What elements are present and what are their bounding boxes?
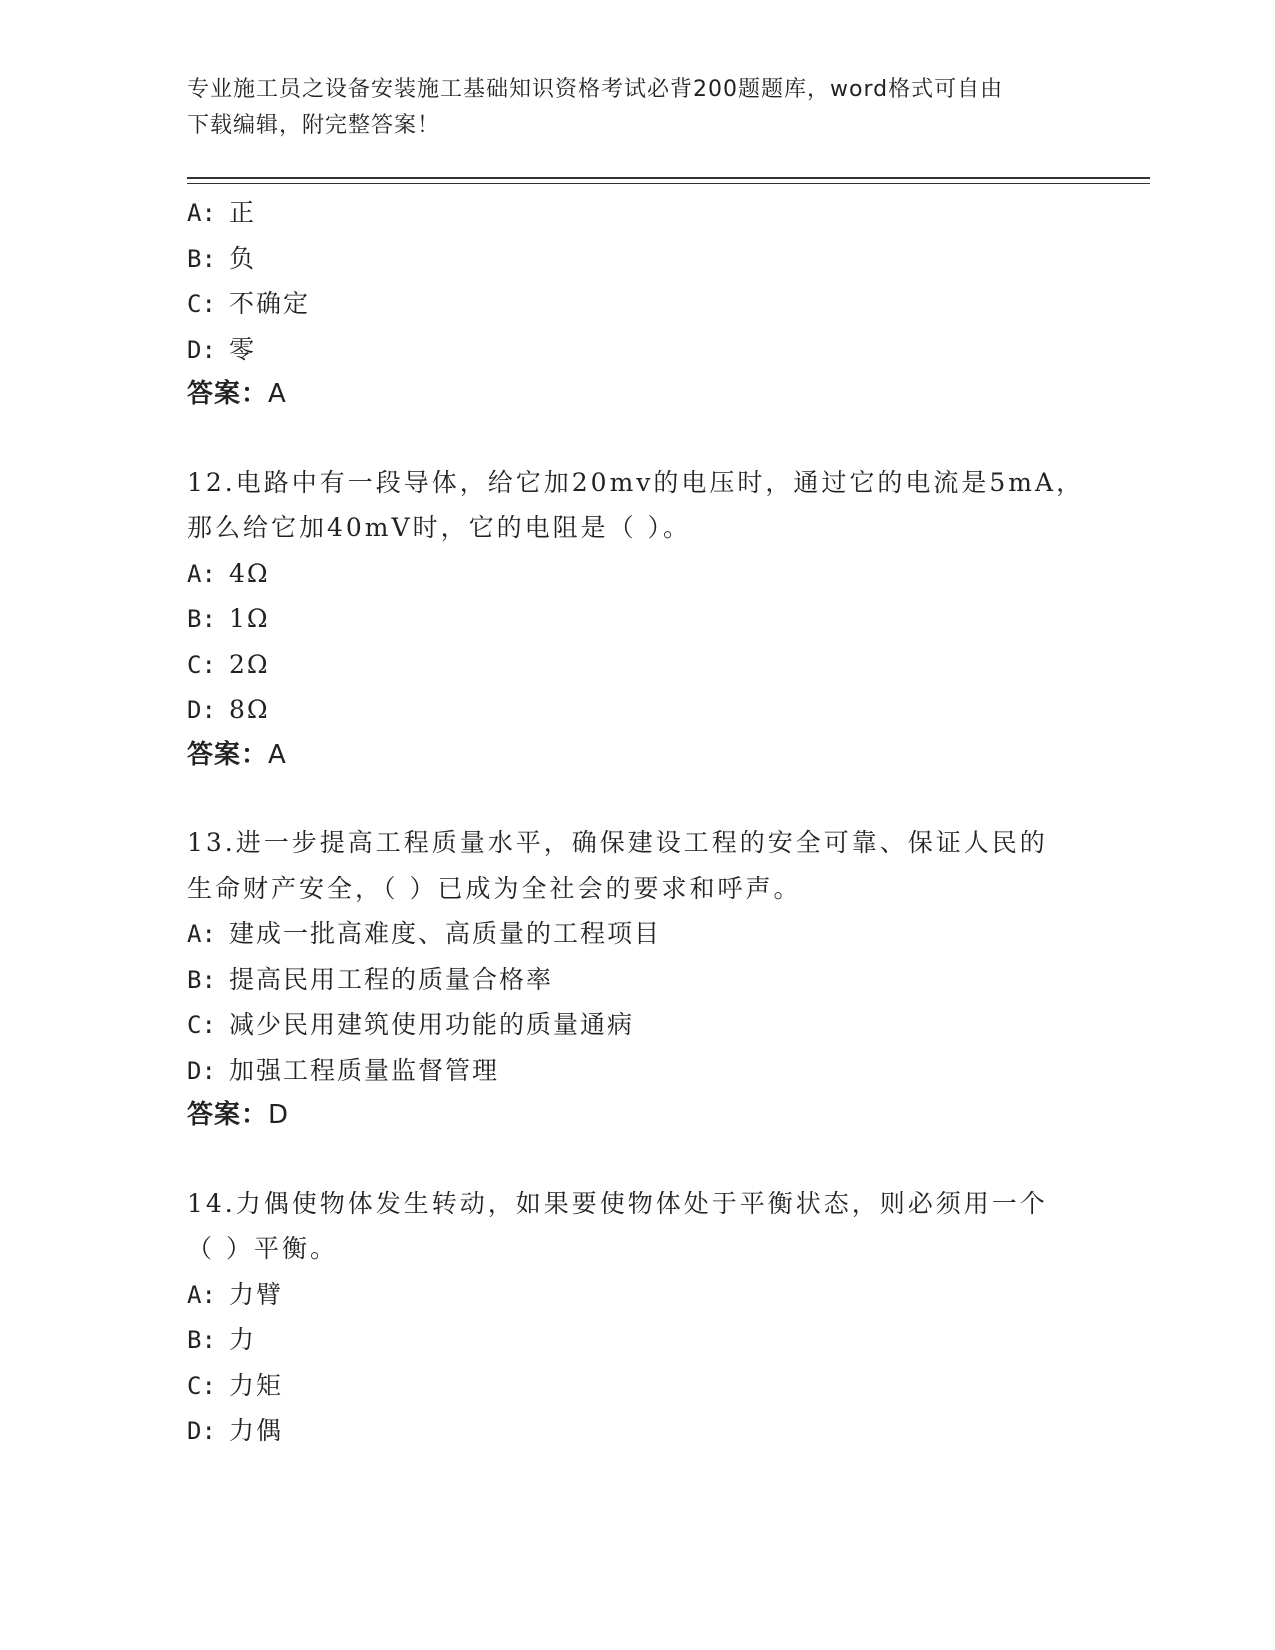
option-d bbox=[187, 1408, 1087, 1454]
answer-value: A bbox=[268, 379, 287, 409]
header-divider-thin bbox=[187, 183, 1150, 184]
option-letter: A: bbox=[187, 559, 216, 588]
header-line-2: 下载编辑，附完整答案！ bbox=[187, 113, 441, 138]
question-stem-line-2: 生命财产安全，（ ）已成为全社会的要求和呼声。 bbox=[187, 873, 802, 903]
option-text: 力偶 bbox=[229, 1416, 284, 1445]
option-letter: C: bbox=[187, 1371, 216, 1400]
question-stem-line-1: 13.进一步提高工程质量水平，确保建设工程的安全可靠、保证人民的 bbox=[187, 828, 1048, 857]
option-text: 正 bbox=[229, 198, 257, 227]
option-text: 不确定 bbox=[229, 289, 311, 318]
answer-label: 答案： bbox=[187, 1100, 269, 1130]
question-stem-line-1: 14.力偶使物体发生转动，如果要使物体处于平衡状态，则必须用一个 bbox=[187, 1188, 1048, 1218]
option-letter: D: bbox=[187, 696, 216, 724]
option-letter: D: bbox=[187, 335, 216, 364]
option-letter: B: bbox=[187, 1326, 216, 1354]
option-c bbox=[187, 1002, 1087, 1048]
option-letter: A: bbox=[187, 199, 216, 227]
option-text: 力 bbox=[229, 1325, 257, 1354]
option-letter: D: bbox=[187, 1056, 216, 1085]
option-letter: A: bbox=[187, 920, 216, 948]
option-a bbox=[187, 551, 1087, 597]
option-letter: C: bbox=[187, 650, 216, 679]
option-text: 负 bbox=[229, 243, 257, 273]
header-line-1: 专业施工员之设备安装施工基础知识资格考试必背200题题库，word格式可自由 bbox=[187, 77, 1004, 102]
option-a bbox=[187, 911, 1087, 957]
option-c bbox=[187, 1363, 1087, 1409]
option-c bbox=[187, 642, 1087, 688]
option-text: 提高民用工程的质量合格率 bbox=[229, 964, 554, 994]
option-a bbox=[187, 1272, 1087, 1318]
option-b bbox=[187, 236, 1087, 282]
question-14 bbox=[187, 1181, 1087, 1454]
question-11-fragment bbox=[187, 190, 1087, 418]
answer-line bbox=[187, 733, 1087, 779]
option-text: 4Ω bbox=[229, 558, 270, 588]
document-header bbox=[187, 72, 1067, 144]
option-letter: B: bbox=[187, 965, 216, 994]
question-stem-line-2: （ ）平衡。 bbox=[187, 1234, 338, 1263]
option-b bbox=[187, 957, 1087, 1003]
option-text: 1Ω bbox=[229, 604, 270, 633]
option-text: 8Ω bbox=[229, 695, 270, 724]
option-text: 力臂 bbox=[229, 1279, 284, 1309]
option-b bbox=[187, 596, 1087, 642]
option-letter: B: bbox=[187, 605, 216, 633]
option-text: 零 bbox=[229, 334, 257, 364]
option-d bbox=[187, 687, 1087, 733]
answer-line bbox=[187, 372, 1087, 418]
option-d bbox=[187, 1048, 1087, 1094]
option-text: 力矩 bbox=[229, 1370, 284, 1400]
question-stem-line-1: 12.电路中有一段导体，给它加20mv的电压时，通过它的电流是5mA， bbox=[187, 467, 1085, 497]
option-letter: C: bbox=[187, 1011, 216, 1039]
option-b bbox=[187, 1317, 1087, 1363]
header-divider-thick bbox=[187, 177, 1150, 179]
option-text: 2Ω bbox=[229, 649, 270, 679]
answer-line bbox=[187, 1093, 1087, 1139]
question-13 bbox=[187, 820, 1087, 1139]
question-stem-line-2: 那么给它加40mV时，它的电阻是（ ）。 bbox=[187, 513, 692, 542]
option-d bbox=[187, 327, 1087, 373]
spacer bbox=[187, 1139, 1087, 1181]
answer-label: 答案： bbox=[187, 739, 269, 770]
option-letter: A: bbox=[187, 1280, 216, 1309]
option-text: 加强工程质量监督管理 bbox=[229, 1055, 500, 1085]
option-c bbox=[187, 281, 1087, 327]
option-text: 减少民用建筑使用功能的质量通病 bbox=[229, 1010, 635, 1039]
spacer bbox=[187, 778, 1087, 820]
option-letter: C: bbox=[187, 290, 216, 318]
spacer bbox=[187, 418, 1087, 460]
option-letter: B: bbox=[187, 244, 216, 273]
answer-label: 答案： bbox=[187, 379, 269, 409]
answer-value: A bbox=[268, 739, 287, 770]
option-letter: D: bbox=[187, 1417, 216, 1445]
option-text: 建成一批高难度、高质量的工程项目 bbox=[229, 919, 662, 948]
question-list bbox=[187, 190, 1087, 1454]
answer-value: D bbox=[268, 1100, 290, 1130]
question-12 bbox=[187, 460, 1087, 779]
option-a bbox=[187, 190, 1087, 236]
